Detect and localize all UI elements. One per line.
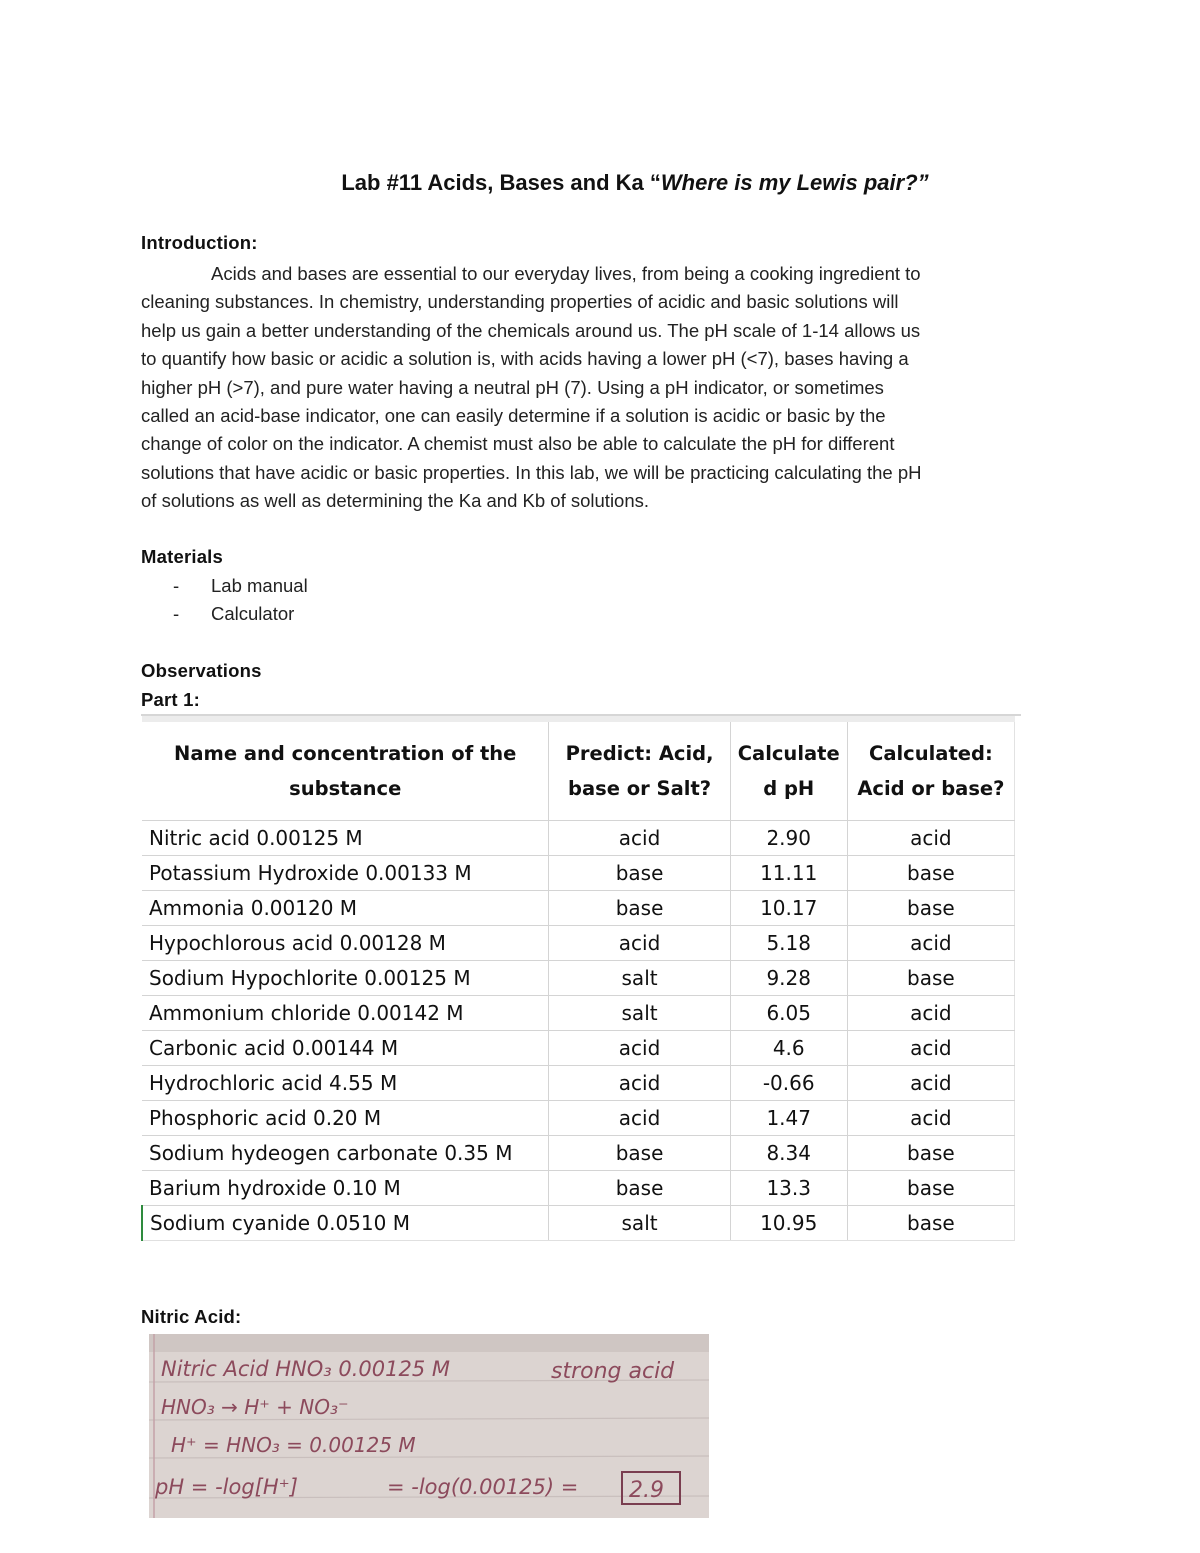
handwriting-line: pH = -log[H⁺]: [155, 1475, 298, 1499]
cell-substance: Phosphoric acid 0.20 M: [142, 1101, 549, 1136]
cell-prediction: base: [549, 856, 730, 891]
cell-prediction: salt: [549, 996, 730, 1031]
list-item: - Calculator: [170, 600, 308, 628]
intro-line: of solutions as well as determining the Ka and Kb of solutions.: [141, 490, 650, 512]
handwritten-calculation-photo: [149, 1334, 709, 1518]
cell-result: acid: [847, 1101, 1014, 1136]
cell-ph: 8.34: [730, 1136, 847, 1171]
cell-ph: 13.3: [730, 1171, 847, 1206]
cell-prediction: acid: [549, 821, 730, 856]
materials-list: [170, 572, 308, 629]
column-header-calculated: [847, 719, 1014, 821]
table-row: [142, 891, 1015, 926]
column-header-ph: [730, 719, 847, 821]
handwriting-answer: 2.9: [629, 1478, 664, 1503]
handwriting-line: H⁺ = HNO₃ = 0.00125 M: [171, 1433, 416, 1457]
header-line: d pH: [763, 777, 815, 800]
table-row: [142, 821, 1015, 856]
part-heading: Part 1:: [141, 689, 200, 710]
cell-ph: -0.66: [730, 1066, 847, 1101]
cell-substance: Nitric acid 0.00125 M: [142, 821, 549, 856]
cell-result: base: [847, 856, 1014, 891]
header-line: Calculated:: [869, 742, 993, 765]
cell-ph: 10.17: [730, 891, 847, 926]
cell-ph: 11.11: [730, 856, 847, 891]
cell-substance: Ammonium chloride 0.00142 M: [142, 996, 549, 1031]
cell-result: acid: [847, 996, 1014, 1031]
page-title: [0, 170, 1200, 196]
cell-prediction: base: [549, 1136, 730, 1171]
table-row: [142, 1066, 1015, 1101]
cell-result: base: [847, 961, 1014, 996]
cell-prediction: salt: [549, 1206, 730, 1241]
cell-result: base: [847, 1136, 1014, 1171]
cell-ph: 2.90: [730, 821, 847, 856]
cell-result: acid: [847, 821, 1014, 856]
intro-line: to quantify how basic or acidic a solution is, with acids having a lower pH (<7), bases having a: [141, 348, 909, 370]
cell-prediction: acid: [549, 1031, 730, 1066]
table-row: [142, 926, 1015, 961]
title-subtitle: Where is my Lewis pair?”: [660, 170, 929, 195]
cell-ph: 9.28: [730, 961, 847, 996]
cell-result: base: [847, 891, 1014, 926]
header-line: Name and concentration of the: [174, 742, 517, 765]
cell-prediction: salt: [549, 961, 730, 996]
header-line: Acid or base?: [857, 777, 1005, 800]
cell-substance: Ammonia 0.00120 M: [142, 891, 549, 926]
cell-substance: Potassium Hydroxide 0.00133 M: [142, 856, 549, 891]
cell-ph: 6.05: [730, 996, 847, 1031]
table-body: [142, 821, 1015, 1241]
cell-result: acid: [847, 1031, 1014, 1066]
intro-line: solutions that have acidic or basic properties. In this lab, we will be practicing calculating the pH: [141, 461, 922, 483]
table-header-row: [142, 719, 1015, 821]
cell-substance: Sodium hydeogen carbonate 0.35 M: [142, 1136, 549, 1171]
cell-result: acid: [847, 926, 1014, 961]
table-row: [142, 1206, 1015, 1241]
observations-heading: Observations: [141, 660, 262, 681]
cell-substance: Sodium cyanide 0.0510 M: [142, 1206, 549, 1241]
intro-line: Acids and bases are essential to our everyday lives, from being a cooking ingredient to: [211, 263, 921, 284]
handwriting-line: = -log(0.00125) =: [387, 1475, 579, 1499]
cell-ph: 4.6: [730, 1031, 847, 1066]
title-main: Lab #11 Acids, Bases and Ka “: [341, 170, 661, 195]
list-item: - Lab manual: [170, 572, 308, 600]
column-header-predict: [549, 719, 730, 821]
intro-line: higher pH (>7), and pure water having a neutral pH (7). Using a pH indicator, or sometimes: [141, 376, 884, 398]
handwriting-line: HNO₃ → H⁺ + NO₃⁻: [161, 1395, 349, 1419]
results-table: [141, 716, 1015, 1241]
cell-substance: Carbonic acid 0.00144 M: [142, 1031, 549, 1066]
table-row: [142, 1171, 1015, 1206]
cell-result: base: [847, 1171, 1014, 1206]
handwriting-line: strong acid: [551, 1359, 675, 1384]
cell-prediction: base: [549, 1171, 730, 1206]
handwriting-svg: [149, 1334, 709, 1518]
results-table-image: [141, 714, 1021, 1246]
cell-prediction: acid: [549, 926, 730, 961]
cell-result: base: [847, 1206, 1014, 1241]
cell-result: acid: [847, 1066, 1014, 1101]
cell-prediction: acid: [549, 1066, 730, 1101]
intro-line: cleaning substances. In chemistry, understanding properties of acidic and basic solutions will: [141, 291, 899, 313]
cell-prediction: acid: [549, 1101, 730, 1136]
header-line: Calculate: [737, 742, 840, 765]
introduction-heading: Introduction:: [141, 232, 258, 253]
table-row: [142, 1031, 1015, 1066]
table-row: [142, 1136, 1015, 1171]
table-row: [142, 961, 1015, 996]
cell-prediction: base: [549, 891, 730, 926]
cell-substance: Barium hydroxide 0.10 M: [142, 1171, 549, 1206]
materials-heading: Materials: [141, 546, 224, 567]
cell-substance: Sodium Hypochlorite 0.00125 M: [142, 961, 549, 996]
cell-substance: Hypochlorous acid 0.00128 M: [142, 926, 549, 961]
intro-line: help us gain a better understanding of the chemicals around us. The pH scale of 1-14 allows us: [141, 319, 921, 341]
header-line: base or Salt?: [568, 777, 712, 800]
intro-line: change of color on the indicator. A chemist must also be able to calculate the pH for different: [141, 433, 895, 455]
header-line: Predict: Acid,: [565, 742, 714, 765]
cell-ph: 5.18: [730, 926, 847, 961]
introduction-paragraph: [141, 260, 1061, 516]
handwriting-line: Nitric Acid HNO₃ 0.00125 M: [161, 1357, 450, 1381]
column-header-name: [142, 719, 549, 821]
intro-line: called an acid-base indicator, one can easily determine if a solution is acidic or basic by the: [141, 405, 886, 427]
table-row: [142, 1101, 1015, 1136]
table-row: [142, 996, 1015, 1031]
cell-ph: 1.47: [730, 1101, 847, 1136]
table-row: [142, 856, 1015, 891]
header-line: substance: [289, 777, 402, 800]
nitric-acid-heading: Nitric Acid:: [141, 1306, 242, 1327]
cell-substance: Hydrochloric acid 4.55 M: [142, 1066, 549, 1101]
paper-shade: [149, 1334, 709, 1352]
cell-ph: 10.95: [730, 1206, 847, 1241]
